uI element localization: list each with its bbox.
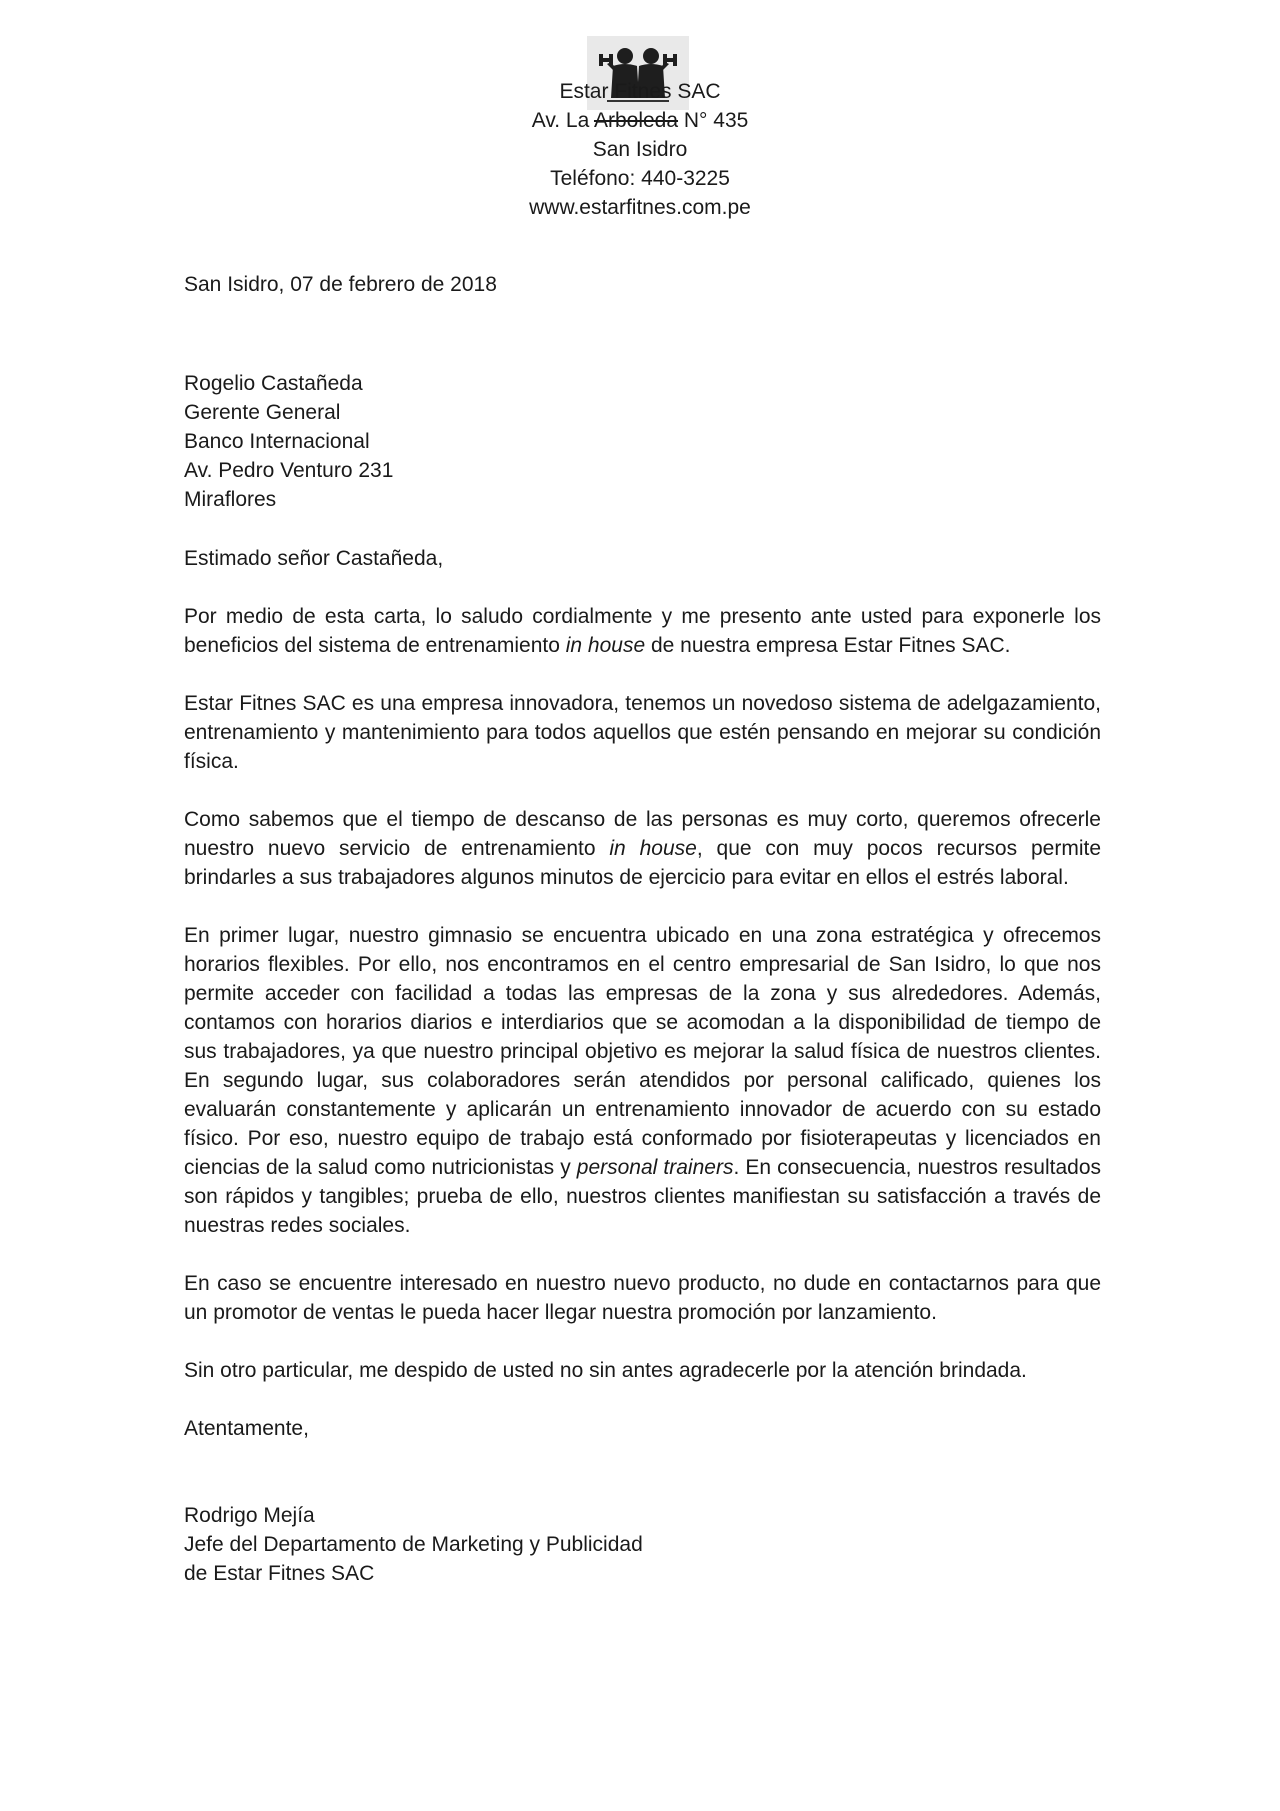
recipient-name: Rogelio Castañeda [184,372,363,395]
paragraph-service-text-a: Como sabemos que el tiempo de descanso de las personas es muy corto, queremos ofrecerle nuestro nuevo servicio de entrenamiento [184,808,1101,860]
paragraph-company: Estar Fitnes SAC es una empresa innovadora, tenemos un novedoso sistema de adelgazamiento, entrenamiento y mantenimiento para todos aquellos que estén pensando en mejorar su condición física. [184,692,1101,773]
company-district: San Isidro [592,138,688,161]
company-name: Estar Fitnes SAC [559,80,721,103]
company-phone: Teléfono: 440-3225 [550,167,730,190]
recipient-block [184,369,1101,514]
paragraph-intro [184,602,1101,660]
paragraph-intro-text-b: de nuestra empresa Estar Fitnes SAC. [645,634,1011,657]
paragraph-contact: En caso se encuentre interesado en nuestro nuevo producto, no dude en contactarnos para que un promotor de ventas le pueda hacer llegar nuestra promoción por lanzamiento. [184,1272,1101,1324]
paragraph-farewell: Sin otro particular, me despido de usted no sin antes agradecerle por la atención brindada. [184,1359,1027,1382]
signature-company: de Estar Fitnes SAC [184,1562,375,1585]
address-suffix: N° 435 [678,109,749,132]
paragraph-intro-emphasis: in house [565,634,646,657]
signature-block [184,1501,1101,1588]
recipient-district: Miraflores [184,488,277,511]
salutation-block [184,544,1101,573]
paragraph-service-emphasis: in house [609,837,697,860]
letterhead [0,77,1280,222]
closing-block [184,1414,1101,1443]
paragraph-benefits-emphasis: personal trainers [576,1156,734,1179]
paragraph-benefits [184,921,1101,1240]
date-block [184,270,1101,299]
recipient-title: Gerente General [184,401,341,424]
paragraph-benefits-text-a: En primer lugar, nuestro gimnasio se encuentra ubicado en una zona estratégica y ofrecemos horarios flexibles. Por ello, nos encontramos en el centro empresarial de San Isidro, lo que nos permite acceder con facilidad a todas las empresas de la zona y sus alrededores. Además, contamos con horarios diarios e interdiarios que se acomodan a la disponibilidad de tiempo de sus trabajadores, ya que nuestro principal objetivo es mejorar la salud física de nuestros clientes. En segundo lugar, sus colaboradores serán atendidos por personal calificado, quienes los evaluarán constantemente y aplicarán un entrenamiento innovador de acuerdo con su estado físico. Por eso, nuestro equipo de trabajo está conformado por fisioterapeutas y licenciados en ciencias de la salud como nutricionistas y [184,924,1101,1179]
date-line: San Isidro, 07 de febrero de 2018 [184,273,497,296]
paragraph-service [184,805,1101,892]
paragraph-service-text-b: , que con muy pocos recursos permite brindarles a sus trabajadores algunos minutos de ejercicio para evitar en ellos el estrés laboral. [184,837,1102,889]
closing: Atentamente, [184,1417,309,1440]
address-street: Arboleda [593,109,679,132]
address-prefix: Av. La [531,109,594,132]
company-address [0,106,1280,135]
salutation: Estimado señor Castañeda, [184,547,444,570]
paragraph-intro-text-a: Por medio de esta carta, lo saludo cordialmente y me presento ante usted para exponerle los beneficios del sistema de entrenamiento [184,605,1101,657]
recipient-company: Banco Internacional [184,430,370,453]
company-website: www.estarfitnes.com.pe [529,196,751,219]
signature-position: Jefe del Departamento de Marketing y Publicidad [184,1533,643,1556]
paragraph-benefits-text-b: . En consecuencia, nuestros resultados son rápidos y tangibles; prueba de ello, nuestros clientes manifiestan su satisfacción a través de nuestras redes sociales. [184,1156,1101,1237]
recipient-address: Av. Pedro Venturo 231 [184,459,394,482]
signature-name: Rodrigo Mejía [184,1504,315,1527]
